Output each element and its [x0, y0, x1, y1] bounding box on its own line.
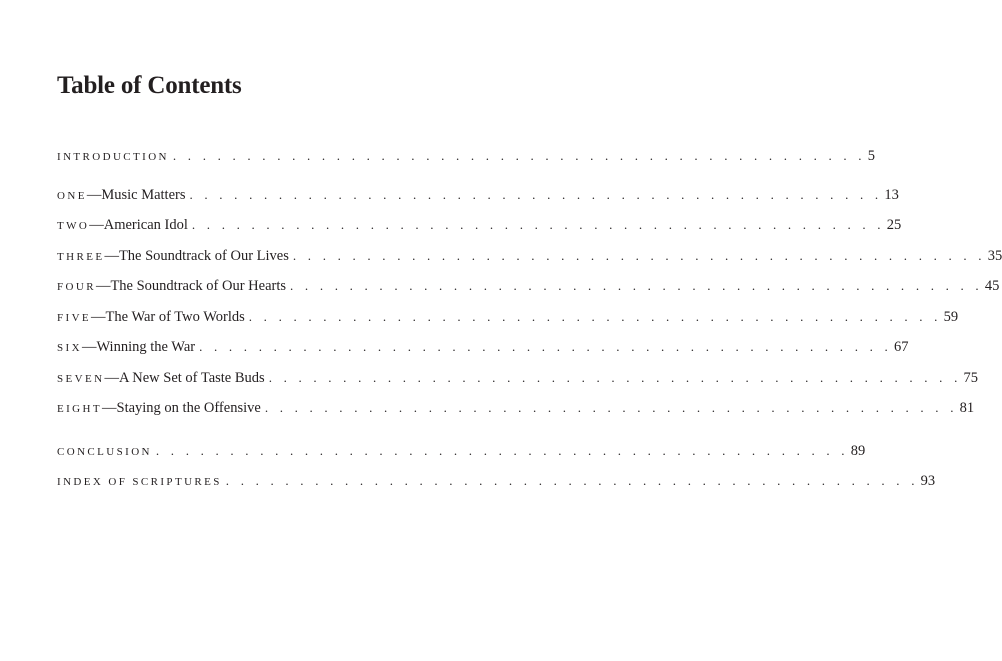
- page-number: 5: [867, 148, 876, 164]
- page-number: 75: [963, 370, 979, 386]
- chapter-separator: —: [104, 370, 119, 386]
- toc-entry-chapter-three: [57, 245, 1002, 267]
- dot-leader: . . . . . . . . . . . . . . . . . . . . . . . . . . . . . . . . . . . . . . . . . . . . . . .: [268, 370, 962, 385]
- chapter-title: Staying on the Offensive: [116, 400, 261, 416]
- entry-label: CONCLUSION: [57, 446, 152, 458]
- page-number: 45: [984, 278, 1000, 294]
- page-number: 13: [884, 187, 899, 203]
- chapter-separator: —: [89, 217, 104, 233]
- chapter-label: SEVEN: [57, 373, 105, 385]
- page-number: 81: [959, 400, 975, 416]
- chapter-label: FOUR: [57, 281, 96, 293]
- chapter-label: THREE: [57, 251, 105, 263]
- page-number: 93: [920, 473, 936, 489]
- chapter-label: SIX: [57, 342, 82, 354]
- entry-label: INDEX OF SCRIPTURES: [57, 476, 222, 488]
- page-number: 67: [893, 339, 909, 355]
- page-number: 59: [943, 309, 959, 325]
- dot-leader: . . . . . . . . . . . . . . . . . . . . . . . . . . . . . . . . . . . . . . . . . . . . . . .: [189, 187, 883, 202]
- chapter-separator: —: [86, 187, 102, 203]
- dot-leader: . . . . . . . . . . . . . . . . . . . . . . . . . . . . . . . . . . . . . . . . . . . . . . .: [191, 217, 885, 232]
- toc-entry-chapter-four: [57, 275, 1000, 297]
- toc-entry-chapter-two: [57, 214, 902, 236]
- dot-leader: . . . . . . . . . . . . . . . . . . . . . . . . . . . . . . . . . . . . . . . . . . . . . . .: [248, 309, 942, 324]
- page-number: 35: [987, 248, 1002, 264]
- chapter-title: The War of Two Worlds: [105, 309, 245, 325]
- page-title: Table of Contents: [57, 72, 242, 99]
- toc-entry-introduction: [57, 145, 876, 167]
- dot-leader: . . . . . . . . . . . . . . . . . . . . . . . . . . . . . . . . . . . . . . . . . . . . . . .: [264, 400, 958, 415]
- chapter-separator: —: [95, 278, 111, 294]
- chapter-title: The Soundtrack of Our Lives: [118, 248, 289, 264]
- chapter-title: A New Set of Taste Buds: [118, 370, 265, 386]
- toc-entry-chapter-one: [57, 184, 899, 206]
- page-number: 25: [886, 217, 902, 233]
- chapter-title: The Soundtrack of Our Hearts: [110, 278, 287, 294]
- toc-entry-index-of-scriptures: [57, 470, 936, 492]
- chapter-separator: —: [102, 400, 117, 416]
- chapter-title: Winning the War: [96, 339, 196, 355]
- toc-entry-chapter-five: [57, 306, 959, 328]
- chapter-label: EIGHT: [57, 403, 102, 415]
- toc-entry-conclusion: [57, 440, 866, 462]
- chapter-title: American Idol: [103, 217, 188, 233]
- dot-leader: . . . . . . . . . . . . . . . . . . . . . . . . . . . . . . . . . . . . . . . . . . . . . . .: [199, 339, 892, 354]
- dot-leader: . . . . . . . . . . . . . . . . . . . . . . . . . . . . . . . . . . . . . . . . . . . . . . .: [290, 278, 983, 293]
- chapter-separator: —: [91, 309, 106, 325]
- entry-label: INTRODUCTION: [57, 151, 169, 163]
- dot-leader: . . . . . . . . . . . . . . . . . . . . . . . . . . . . . . . . . . . . . . . . . . . . . . .: [172, 148, 866, 163]
- dot-leader: . . . . . . . . . . . . . . . . . . . . . . . . . . . . . . . . . . . . . . . . . . . . . . .: [155, 443, 849, 458]
- chapter-title: Music Matters: [101, 187, 186, 203]
- chapter-separator: —: [104, 248, 119, 264]
- toc-list: [57, 0, 1002, 661]
- toc-entry-chapter-seven: [57, 367, 979, 389]
- chapter-label: ONE: [57, 190, 87, 202]
- page-number: 89: [850, 443, 866, 459]
- toc-entry-chapter-eight: [57, 397, 975, 419]
- chapter-label: TWO: [57, 220, 90, 232]
- dot-leader: . . . . . . . . . . . . . . . . . . . . . . . . . . . . . . . . . . . . . . . . . . . . . . .: [292, 248, 986, 263]
- dot-leader: . . . . . . . . . . . . . . . . . . . . . . . . . . . . . . . . . . . . . . . . . . . . . . .: [225, 473, 919, 488]
- chapter-label: FIVE: [57, 312, 92, 324]
- chapter-separator: —: [81, 339, 97, 355]
- toc-entry-chapter-six: [57, 336, 909, 358]
